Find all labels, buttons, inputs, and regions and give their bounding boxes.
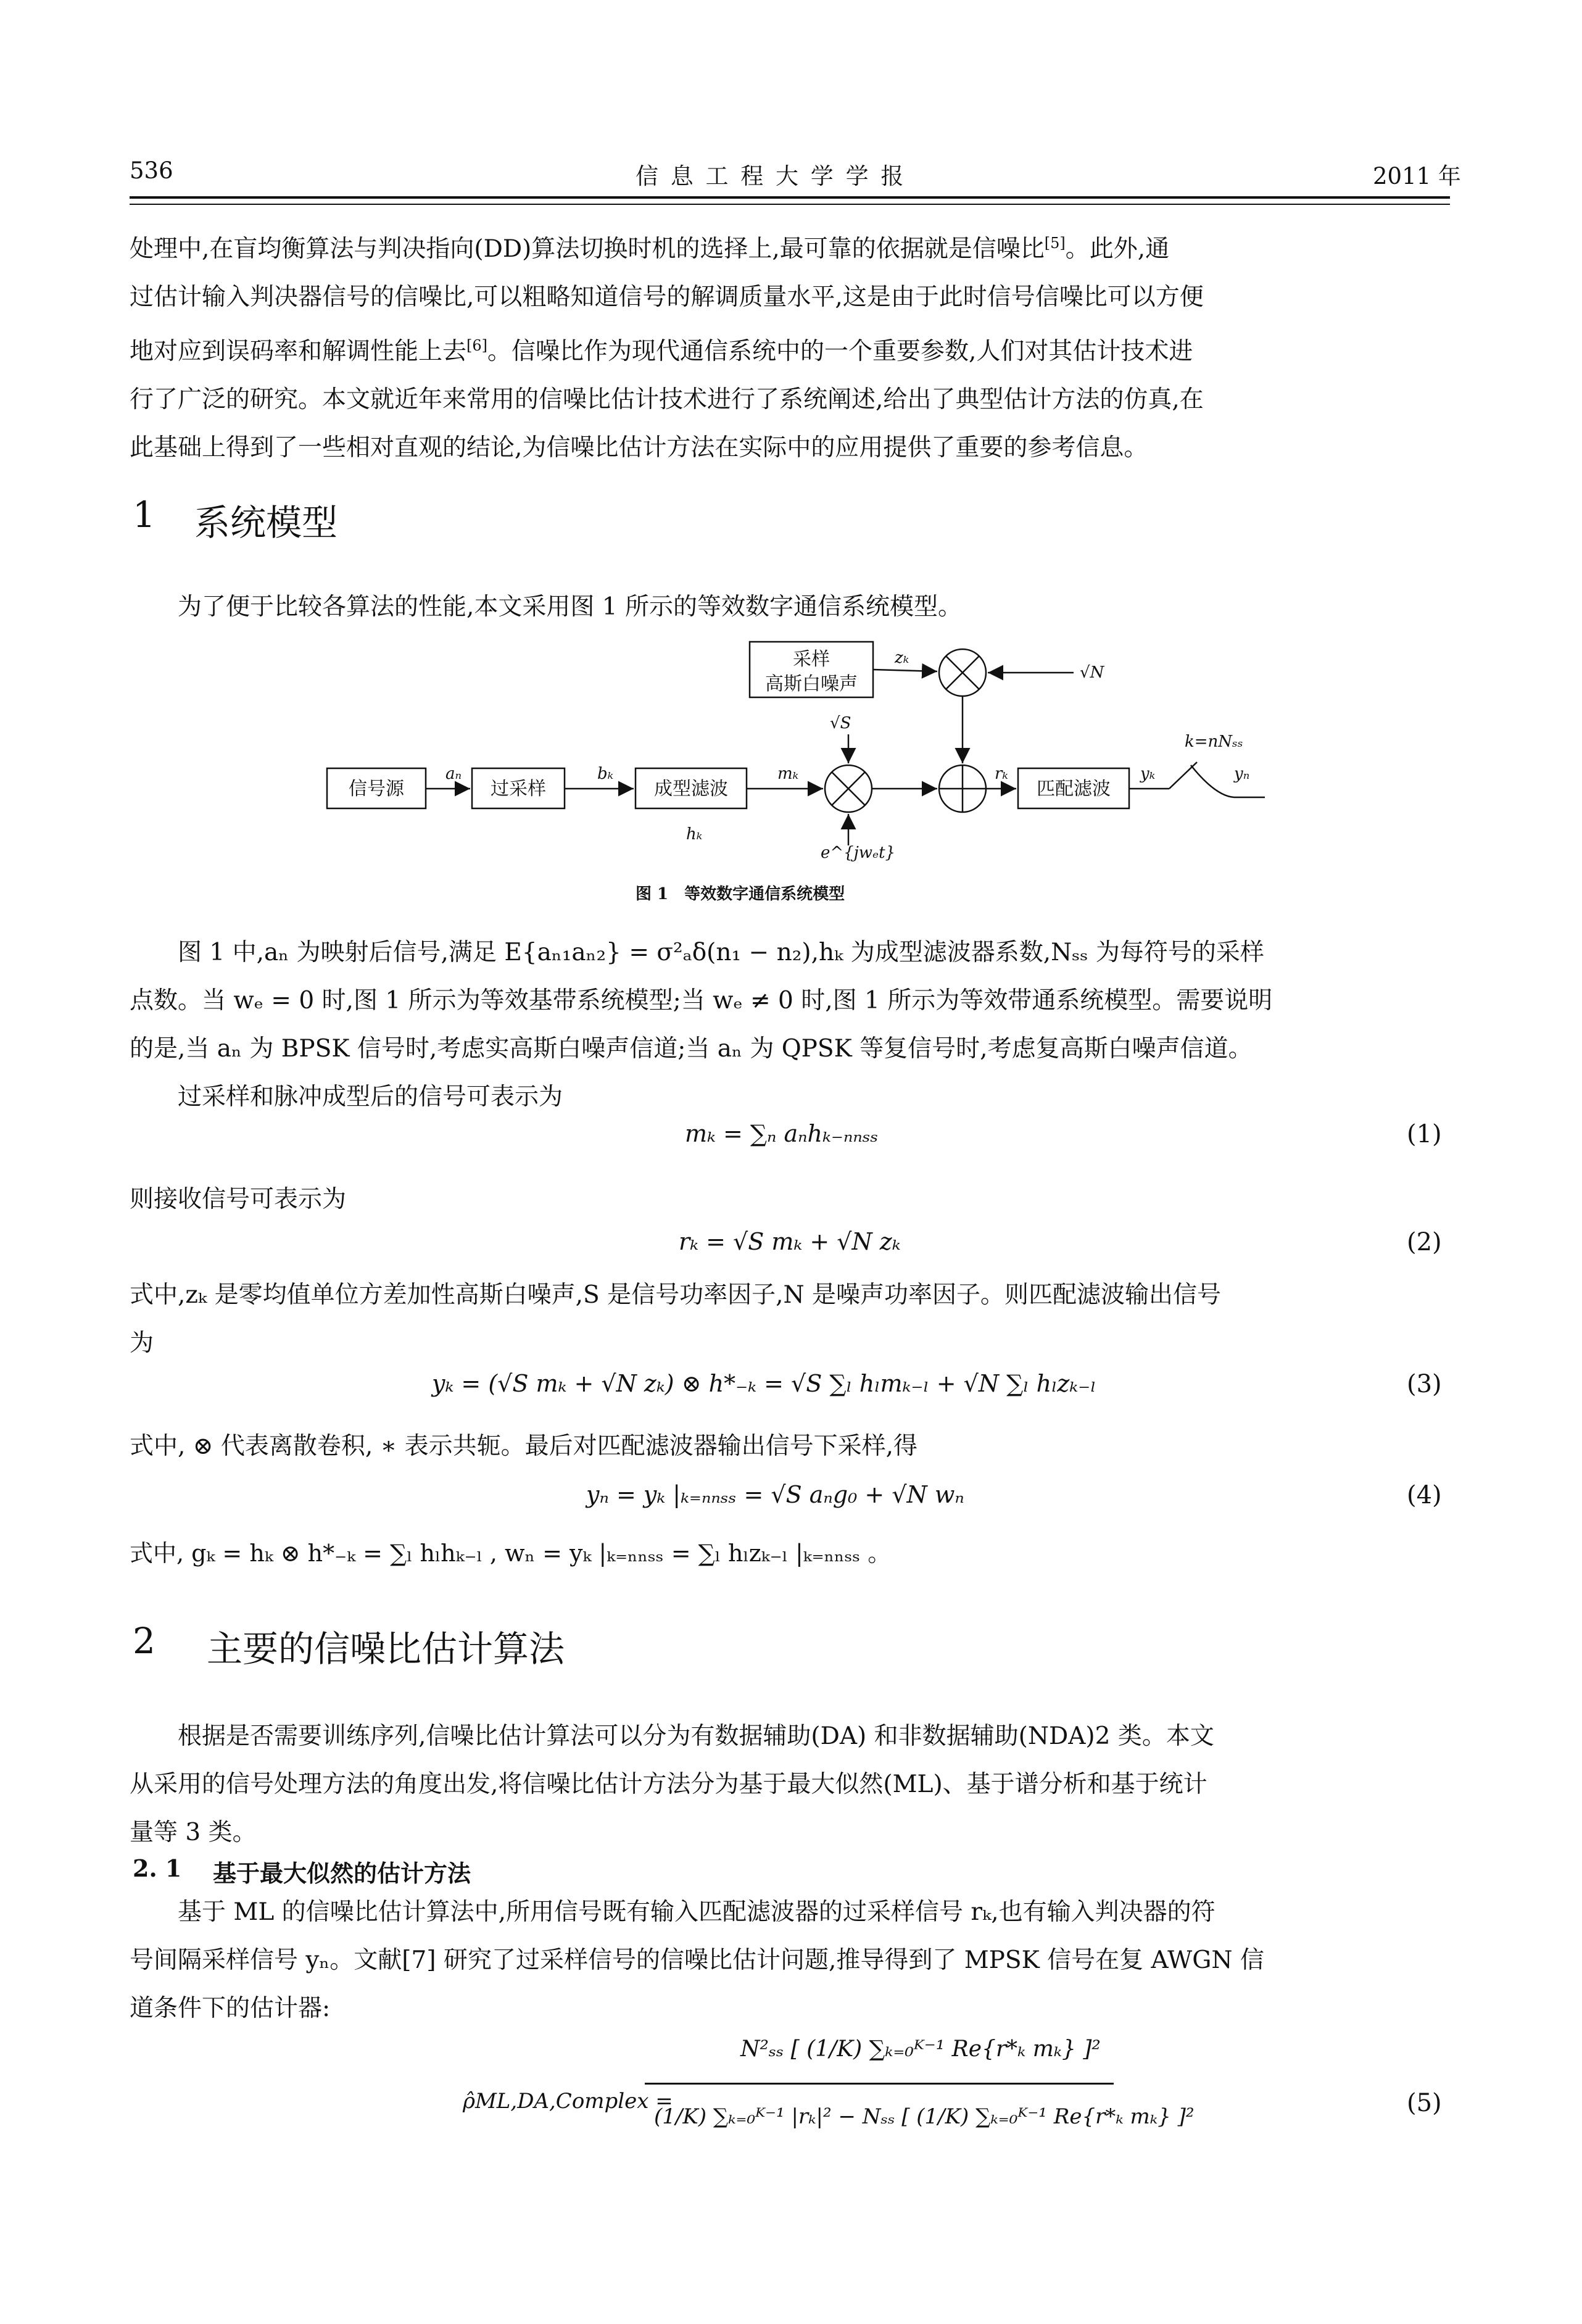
equation-1-number: (1)	[1407, 1120, 1442, 1148]
svg-text:k=nNₛₛ: k=nNₛₛ	[1185, 732, 1243, 751]
equation-5-number: (5)	[1407, 2089, 1442, 2117]
equation-2: rₖ = √S mₖ + √N zₖ	[679, 1228, 901, 1255]
svg-text:yₙ: yₙ	[1234, 765, 1250, 783]
label-oversample: 过采样	[491, 778, 546, 800]
svg-text:yₖ: yₖ	[1140, 765, 1156, 783]
equation-3: yₖ = (√S mₖ + √N zₖ) ⊗ h*₋ₖ = √S ∑ₗ hₗmₖ₋ₗ + √N ∑ₗ hₗzₖ₋ₗ	[432, 1370, 1096, 1397]
equation-5-lhs: ρ̂ML,DA,Complex =	[463, 2089, 673, 2114]
header-rule-thin	[130, 204, 1450, 205]
text-after-eq4: 式中, gₖ = hₖ ⊗ h*₋ₖ = ∑ₗ hₗhₖ₋ₗ , wₙ = yₖ |ₖ₌ₙₙₛₛ = ∑ₗ hₗzₖ₋ₗ |ₖ₌ₙₙₛₛ 。	[130, 1540, 892, 1567]
equation-5-denominator: (1/K) ∑ₖ₌₀ᴷ⁻¹ |rₖ|² − Nₛₛ [ (1/K) ∑ₖ₌₀ᴷ⁻¹ Re{r*ₖ mₖ} ]²	[654, 2104, 1195, 2129]
svg-text:√S: √S	[830, 714, 851, 732]
svg-text:zₖ: zₖ	[895, 649, 909, 667]
section-2-1-title: 基于最大似然的估计方法	[213, 1859, 471, 1887]
figure-1-diagram	[309, 636, 1296, 895]
section-2-1-number: 2. 1	[133, 1854, 182, 1882]
intro-paragraph: 处理中,在盲均衡算法与判决指向(DD)算法切换时机的选择上,最可靠的依据就是信噪比[5]。此外,通 过估计输入判决器信号的信噪比,可以粗略知道信号的解调质量水平,这是由于此时信号信噪比可以方便 地对应到误码率和解调性能上去[6]。信噪比作为现代通信系统中的一个重要参数,人们对其估计技术进 行了广泛的研究。本文就近年来常用的信噪比估计技术进行了系统阐述,给出了典型估计方法的仿真,在 此基础上得到了一些相对直观的结论,为信噪比估计方法在实际中的应用提供了重要的参考信息。	[130, 234, 1204, 462]
section-2-title: 主要的信噪比估计算法	[207, 1628, 565, 1670]
figure-1-caption: 图 1 等效数字通信系统模型	[636, 885, 845, 903]
label-shaping: 成型滤波	[654, 778, 728, 800]
label-noise-2: 高斯白噪声	[765, 673, 858, 695]
label-noise-1: 采样	[793, 649, 830, 670]
svg-text:bₖ: bₖ	[597, 765, 614, 783]
svg-text:e^{jwₑt}: e^{jwₑt}	[821, 844, 896, 862]
figure-description: 图 1 中,aₙ 为映射后信号,满足 E{aₙ₁aₙ₂} = σ²ₐδ(n₁ − n₂),hₖ 为成型滤波器系数,Nₛₛ 为每符号的采样 点数。当 wₑ = 0 时,图 1 所示为等效基带系统模型;当 wₑ ≠ 0 时,图 1 所示为等效带通系统模型。需要说明 的是,当 aₙ 为 BPSK 信号时,考虑实高斯白噪声信道;当 aₙ 为 QPSK 等复信号时,考虑复高斯白噪声信道。 过采样和脉冲成型后的信号可表示为	[130, 939, 1273, 1111]
label-matched: 匹配滤波	[1037, 778, 1111, 800]
label-source: 信号源	[349, 778, 404, 800]
section-1-para: 为了便于比较各算法的性能,本文采用图 1 所示的等效数字通信系统模型。	[178, 593, 963, 621]
text-before-eq2: 则接收信号可表示为	[130, 1185, 347, 1213]
text-before-eq4: 式中, ⊗ 代表离散卷积, ∗ 表示共轭。最后对匹配滤波器输出信号下采样,得	[130, 1432, 917, 1460]
page-number: 536	[130, 157, 173, 184]
journal-title: 信 息 工 程 大 学 学 报	[636, 163, 906, 189]
year: 2011 年	[1373, 163, 1461, 189]
text-before-eq3: 式中,zₖ 是零均值单位方差加性高斯白噪声,S 是信号功率因子,N 是噪声功率因子。则匹配滤波输出信号 为	[130, 1281, 1221, 1357]
svg-text:√N: √N	[1080, 663, 1104, 682]
equation-3-number: (3)	[1407, 1370, 1442, 1398]
equation-4: yₙ = yₖ |ₖ₌ₙₙₛₛ = √S aₙg₀ + √N wₙ	[586, 1481, 964, 1508]
section-2-number: 2	[133, 1620, 155, 1662]
header-rule	[130, 196, 1450, 199]
svg-text:aₙ: aₙ	[445, 765, 462, 783]
section-1-title: 系统模型	[194, 502, 338, 544]
section-1-number: 1	[133, 494, 155, 536]
equation-1: mₖ = ∑ₙ aₙhₖ₋ₙₙₛₛ	[685, 1120, 879, 1147]
section-2-para: 根据是否需要训练序列,信噪比估计算法可以分为有数据辅助(DA) 和非数据辅助(NDA)2 类。本文 从采用的信号处理方法的角度出发,将信噪比估计方法分为基于最大似然(ML)、基于谱分析和基于统计 量等 3 类。	[130, 1722, 1214, 1846]
equation-5-fraction-bar	[645, 2083, 1114, 2085]
svg-text:rₖ: rₖ	[995, 765, 1008, 783]
section-2-1-para: 基于 ML 的信噪比估计算法中,所用信号既有输入匹配滤波器的过采样信号 rₖ,也有输入判决器的符 号间隔采样信号 yₙ。文献[7] 研究了过采样信号的信噪比估计问题,推导得到了 MPSK 信号在复 AWGN 信 道条件下的估计器:	[130, 1898, 1264, 2022]
svg-text:mₖ: mₖ	[777, 765, 799, 783]
equation-4-number: (4)	[1407, 1481, 1442, 1509]
equation-2-number: (2)	[1407, 1228, 1442, 1256]
equation-5-numerator: N²ₛₛ [ (1/K) ∑ₖ₌₀ᴷ⁻¹ Re{r*ₖ mₖ} ]²	[740, 2036, 1101, 2062]
svg-text:hₖ: hₖ	[686, 825, 703, 844]
